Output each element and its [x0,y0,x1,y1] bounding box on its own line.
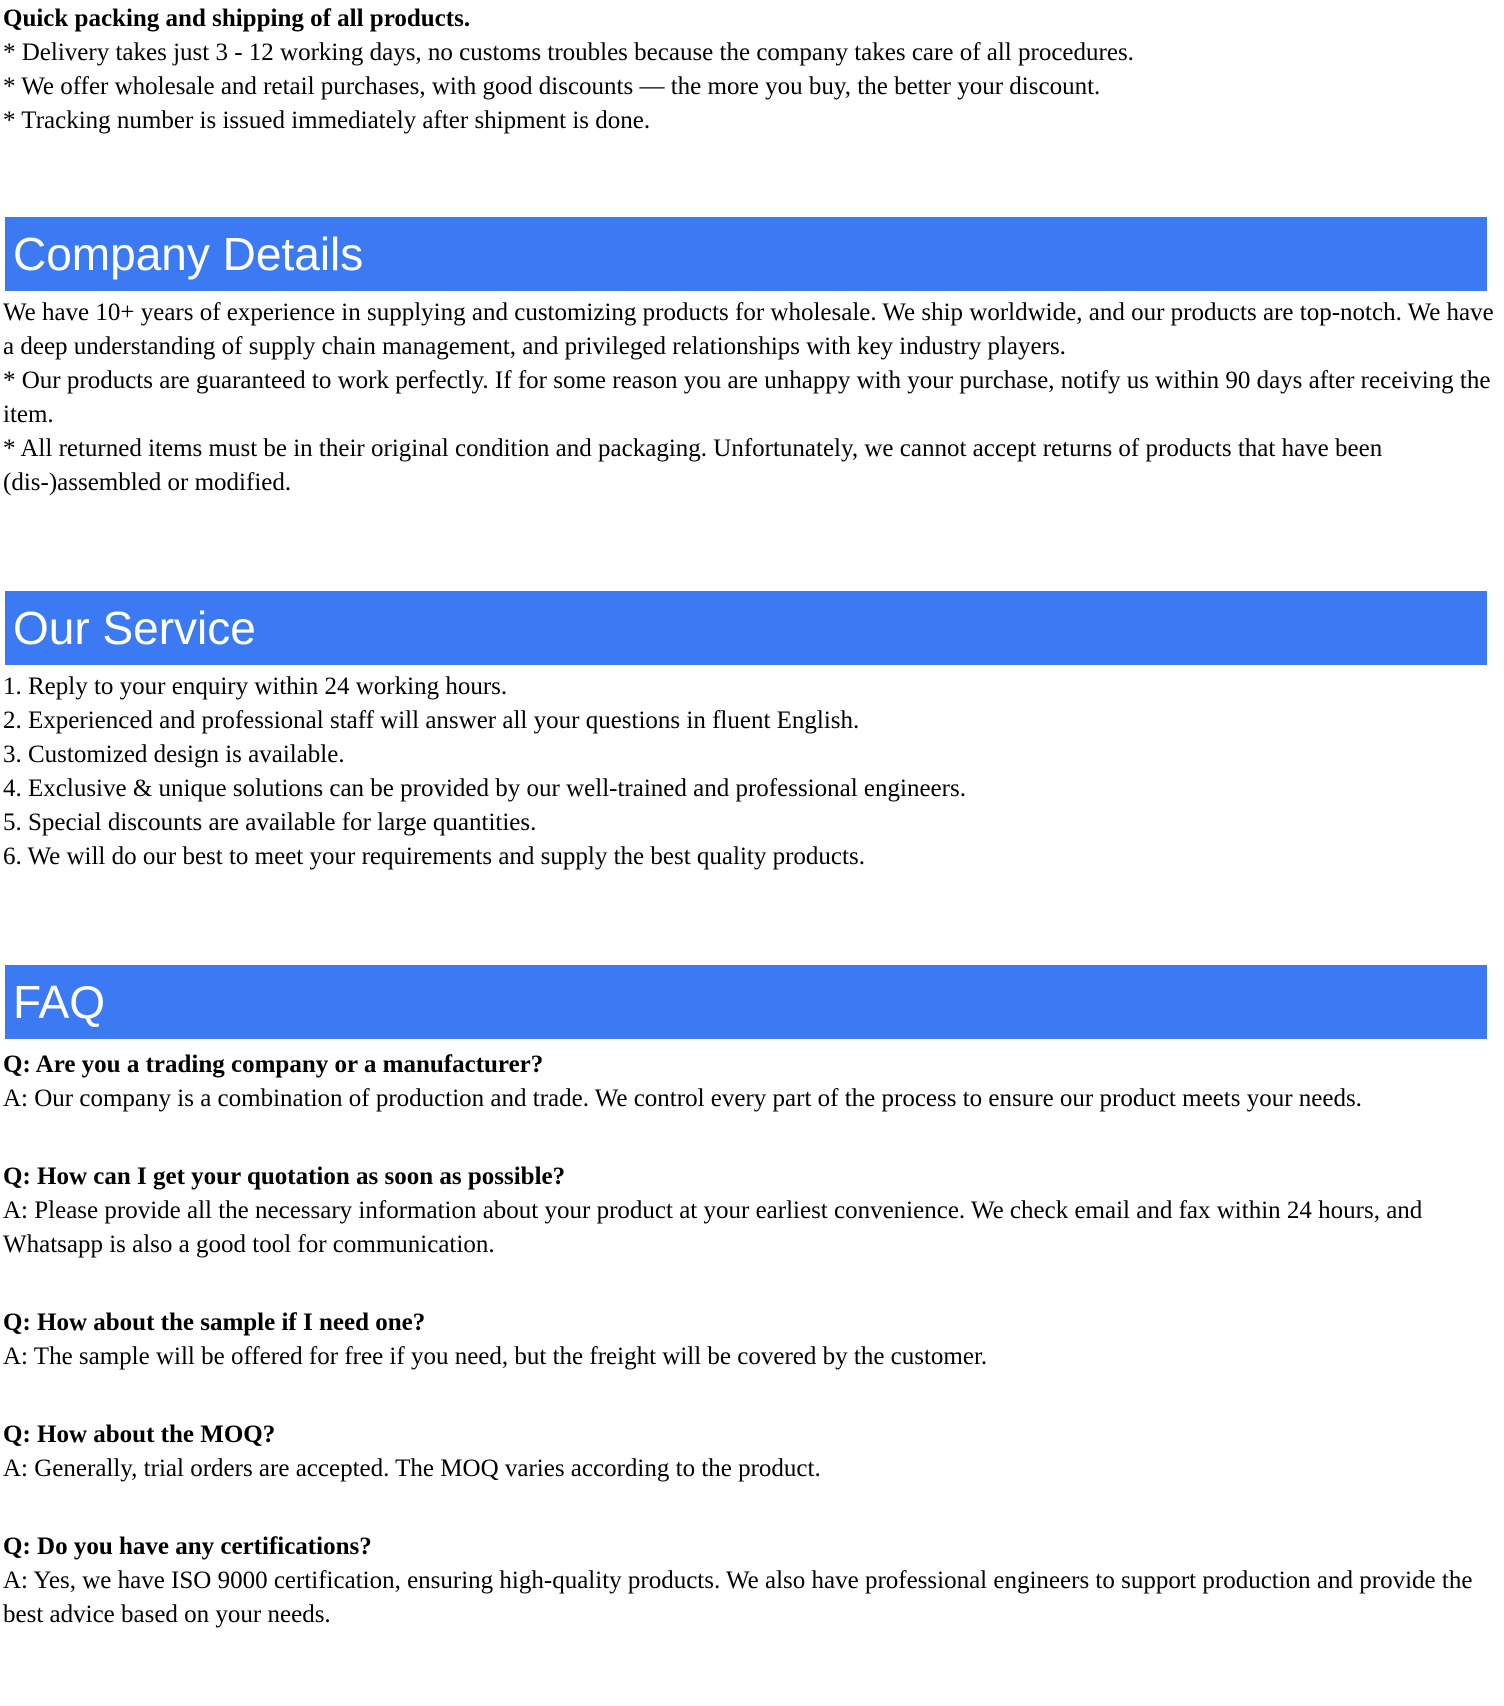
section-header-our-service [5,591,1487,665]
company-details-section [3,296,1496,500]
section-title-company-details: Company Details [13,228,364,280]
faq-answer: A: Please provide all the necessary information about your product at your earliest convenience. We check email and fax within 24 hours, and Whatsapp is also a good tool for communication. [3,1197,1423,1258]
company-details-guarantee: * Our products are guaranteed to work perfectly. If for some reason you are unhappy with your purchase, notify us within 90 days after receiving the item. [3,367,1491,428]
section-title-faq: FAQ [13,976,106,1028]
faq-item-trading-company [3,1048,1496,1116]
section-header-company-details [5,217,1487,291]
our-service-section [3,670,1496,874]
service-item-4: 4. Exclusive & unique solutions can be provided by our well-trained and professional engineers. [3,775,966,802]
section-header-faq [5,965,1487,1039]
faq-question: Q: How can I get your quotation as soon as possible? [3,1163,566,1190]
faq-answer: A: The sample will be offered for free if you need, but the freight will be covered by the customer. [3,1343,988,1370]
faq-item-sample [3,1306,1496,1374]
section-title-our-service: Our Service [13,602,256,654]
faq-section [3,1048,1496,1632]
faq-item-quotation [3,1160,1496,1262]
service-item-6: 6. We will do our best to meet your requirements and supply the best quality products. [3,843,865,870]
service-item-2: 2. Experienced and professional staff will answer all your questions in fluent English. [3,707,860,734]
company-details-returns: * All returned items must be in their original condition and packaging. Unfortunately, we cannot accept returns of products that have been (dis-)assembled or modified. [3,435,1383,496]
faq-question: Q: How about the MOQ? [3,1421,276,1448]
shipping-intro-heading: Quick packing and shipping of all products. [3,5,471,32]
faq-question: Q: Do you have any certifications? [3,1533,372,1560]
faq-item-moq [3,1418,1496,1486]
shipping-intro-section [3,2,1496,138]
faq-answer: A: Our company is a combination of production and trade. We control every part of the process to ensure our product meets your needs. [3,1085,1362,1112]
service-item-3: 3. Customized design is available. [3,741,345,768]
faq-answer: A: Yes, we have ISO 9000 certification, ensuring high-quality products. We also have professional engineers to support production and provide the best advice based on your needs. [3,1567,1473,1628]
faq-question: Q: How about the sample if I need one? [3,1309,426,1336]
shipping-bullet-wholesale: * We offer wholesale and retail purchases, with good discounts — the more you buy, the better your discount. [3,73,1101,100]
service-item-5: 5. Special discounts are available for large quantities. [3,809,537,836]
shipping-bullet-delivery: * Delivery takes just 3 - 12 working days, no customs troubles because the company takes care of all procedures. [3,39,1134,66]
faq-question: Q: Are you a trading company or a manufacturer? [3,1051,544,1078]
shipping-bullet-tracking: * Tracking number is issued immediately after shipment is done. [3,107,651,134]
faq-item-certifications [3,1530,1496,1632]
faq-answer: A: Generally, trial orders are accepted. The MOQ varies according to the product. [3,1455,821,1482]
service-item-1: 1. Reply to your enquiry within 24 working hours. [3,673,508,700]
company-details-paragraph: We have 10+ years of experience in supplying and customizing products for wholesale. We ship worldwide, and our products are top-notch. We have a deep understanding of supply chain management, and privileged relationships with key industry players. [3,299,1494,360]
